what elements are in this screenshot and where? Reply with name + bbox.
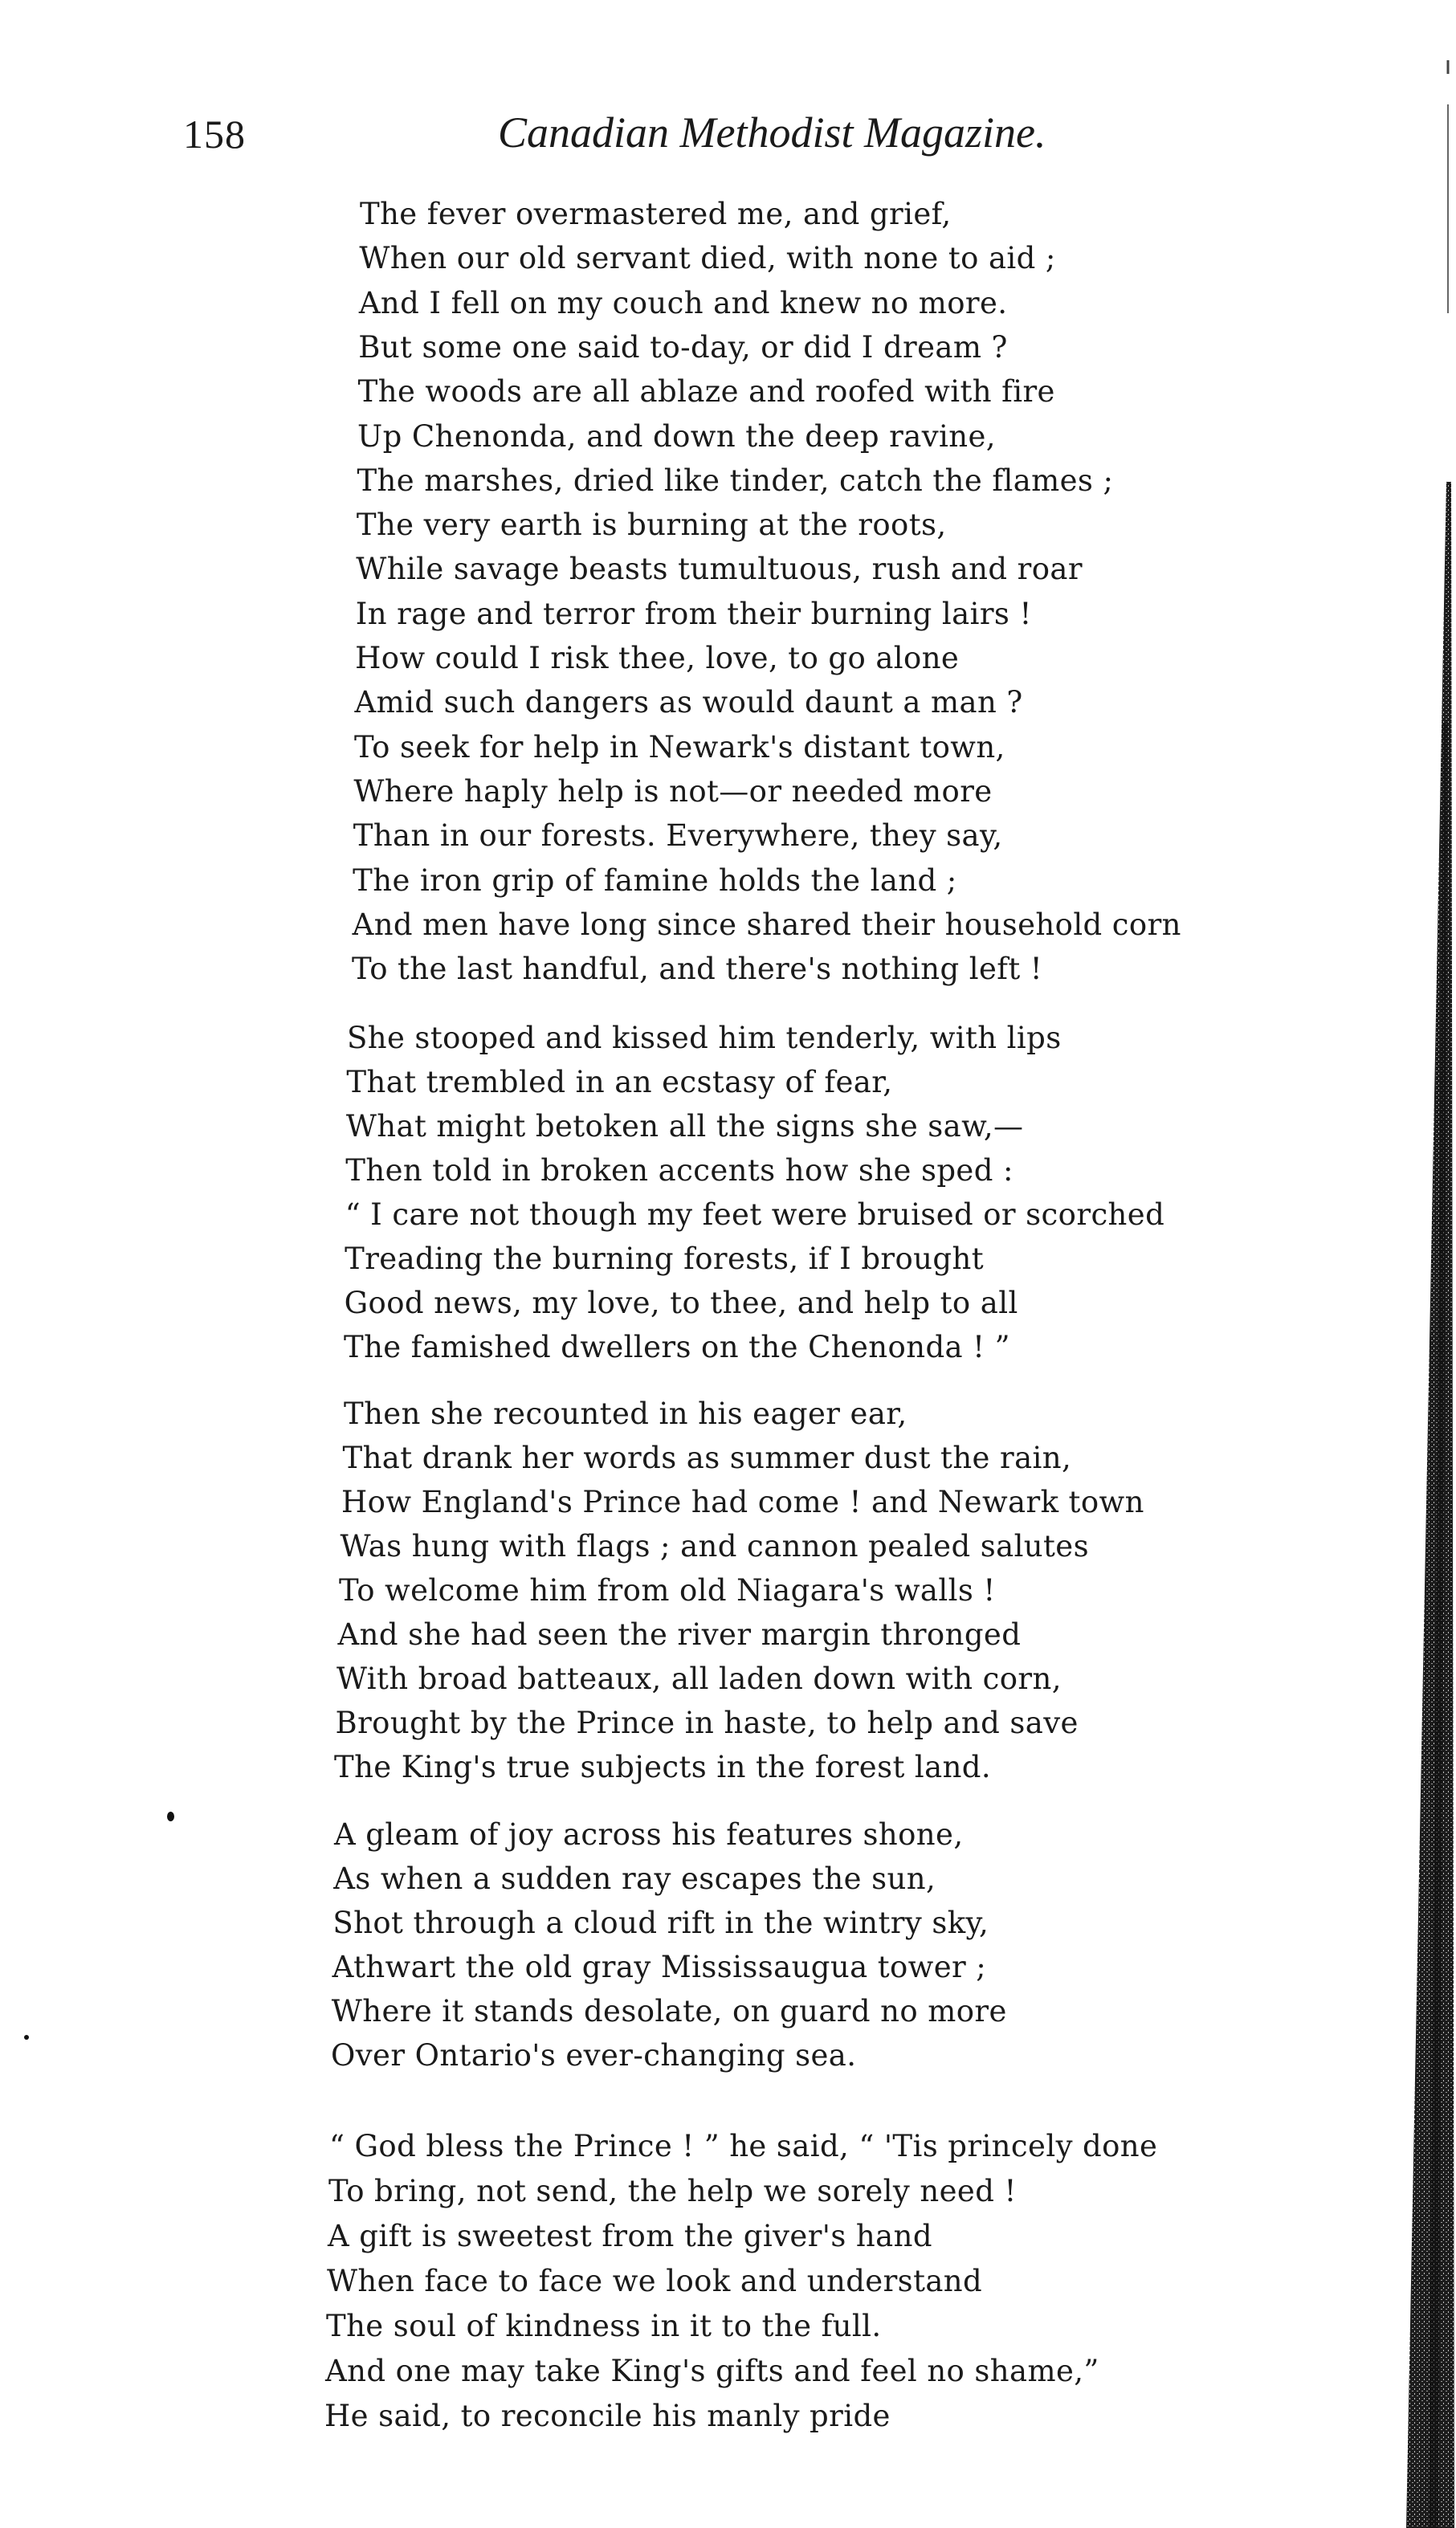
- page-number: 158: [183, 112, 246, 157]
- poem-line: The famished dwellers on the Chenonda ! ”: [344, 1330, 1010, 1364]
- poem-line: When face to face we look and understand: [327, 2264, 983, 2298]
- poem-line: While savage beasts tumultuous, rush and roar: [356, 552, 1083, 587]
- poem-line: To seek for help in Newark's distant town,: [353, 729, 1005, 765]
- poem-line: With broad batteaux, all laden down with corn,: [336, 1662, 1062, 1696]
- poem-line: Athwart the old gray Mississaugua tower ;: [332, 1950, 987, 1984]
- poem-line: The soul of kindness in it to the full.: [326, 2309, 882, 2343]
- poem-line: He said, to reconcile his manly pride: [324, 2399, 891, 2433]
- poem-line: That drank her words as summer dust the rain,: [342, 1441, 1072, 1475]
- poem-line: Treading the burning forests, if I brought: [345, 1242, 984, 1276]
- poem-line: The woods are all ablaze and roofed with fire: [357, 374, 1055, 410]
- poem-line: Where it stands desolate, on guard no more: [331, 1994, 1007, 2029]
- poem-line: She stooped and kissed him tenderly, with lips: [347, 1021, 1062, 1055]
- running-title: Canadian Methodist Magazine.: [498, 108, 1046, 157]
- poem-line: Then she recounted in his eager ear,: [344, 1397, 907, 1431]
- poem-line: To welcome him from old Niagara's walls !: [339, 1573, 996, 1608]
- poem-line: That trembled in an ecstasy of fear,: [346, 1065, 893, 1099]
- poem-line: Brought by the Prince in haste, to help and save: [335, 1706, 1079, 1740]
- poem-line: But some one said to-day, or did I dream ?: [358, 329, 1008, 365]
- poem-line: The iron grip of famine holds the land ;: [353, 862, 957, 898]
- poem-line: The marshes, dried like tinder, catch the flames ;: [357, 463, 1114, 498]
- poem-line: Shot through a cloud rift in the wintry sky,: [332, 1906, 989, 1940]
- poem-line: And one may take King's gifts and feel no shame,”: [325, 2354, 1099, 2388]
- poem-line: “ I care not though my feet were bruised or scorched: [345, 1197, 1165, 1232]
- poem-line: “ God bless the Prince ! ” he said, “ 'Tis princely done: [329, 2129, 1158, 2163]
- poem-line: And she had seen the river margin thronged: [337, 1617, 1022, 1652]
- poem-line: When our old servant died, with none to aid ;: [359, 241, 1056, 276]
- stray-mark: [167, 1812, 174, 1821]
- poem-line: The fever overmastered me, and grief,: [360, 197, 952, 231]
- poem-line: The very earth is burning at the roots,: [356, 508, 947, 543]
- poem-line: As when a sudden ray escapes the sun,: [333, 1861, 936, 1896]
- poem-line: Up Chenonda, and down the deep ravine,: [357, 418, 996, 454]
- poem-line: Than in our forests. Everywhere, they say,: [353, 818, 1003, 854]
- binding-edge: [1247, 0, 1456, 2528]
- poem-line: In rage and terror from their burning lairs !: [355, 596, 1032, 631]
- poem-line: How England's Prince had come ! and Newark town: [341, 1485, 1144, 1519]
- poem-line: To bring, not send, the help we sorely need !: [328, 2174, 1017, 2208]
- poem-line: And I fell on my couch and knew no more.: [358, 285, 1008, 320]
- poem-line: Over Ontario's ever-changing sea.: [331, 2038, 857, 2073]
- poem-line: To the last handful, and there's nothing left !: [352, 952, 1043, 987]
- poem-line: What might betoken all the signs she saw,—: [345, 1109, 1024, 1144]
- poem-line: Then told in broken accents how she sped :: [345, 1153, 1013, 1188]
- poem-line: Was hung with flags ; and cannon pealed salutes: [340, 1529, 1089, 1564]
- poem-line: Where haply help is not—or needed more: [353, 773, 993, 809]
- poem-line: Amid such dangers as would daunt a man ?: [354, 685, 1023, 720]
- poem-line: A gift is sweetest from the giver's hand: [328, 2219, 932, 2253]
- poem-line: Good news, my love, to thee, and help to all: [344, 1286, 1018, 1320]
- stray-mark: [24, 2035, 29, 2040]
- poem-line: And men have long since shared their household corn: [352, 907, 1181, 942]
- poem-line: A gleam of joy across his features shone,: [334, 1817, 964, 1852]
- poem-line: How could I risk thee, love, to go alone: [355, 641, 960, 675]
- poem-line: The King's true subjects in the forest land.: [334, 1750, 992, 1784]
